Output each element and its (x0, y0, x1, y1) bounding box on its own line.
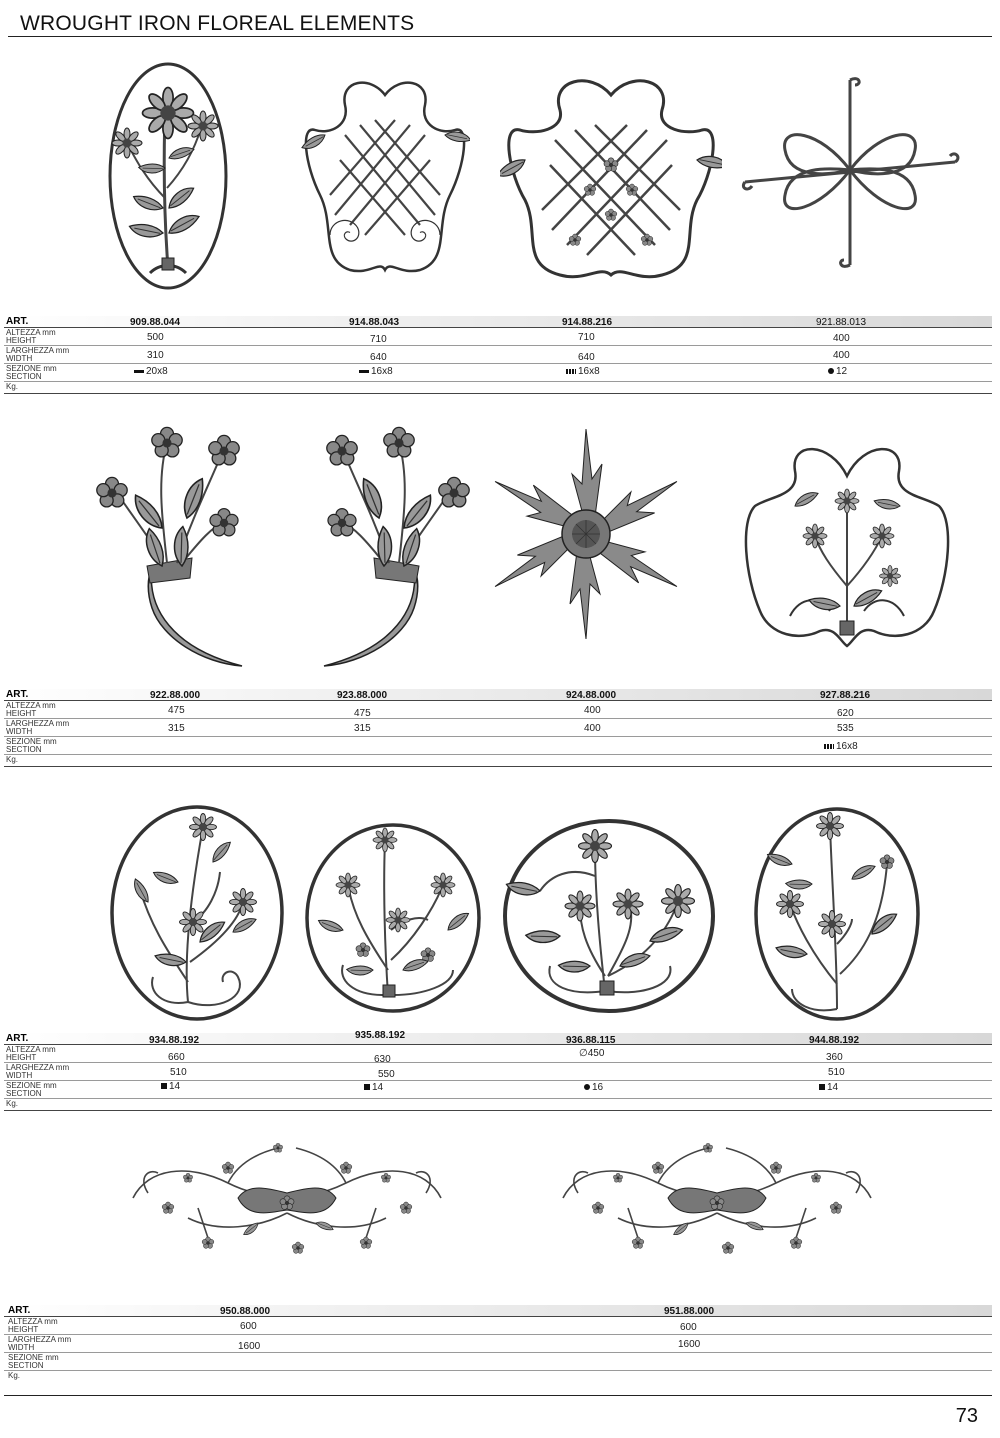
section-value: 16x8 (824, 741, 858, 752)
round-bar-icon (584, 1084, 590, 1090)
section-row (4, 1081, 992, 1099)
art-row (4, 1305, 992, 1317)
horn-flower-bouquet-right-image (314, 418, 474, 673)
kg-label: Kg. (6, 755, 19, 764)
width-label: LARGHEZZA mm WIDTH (6, 1063, 70, 1080)
article-code: 935.88.192 (355, 1030, 406, 1041)
square-bar-icon (819, 1084, 825, 1090)
article-code: 914.88.216 (562, 317, 613, 328)
horizontal-floral-garland-2-image (558, 1138, 876, 1262)
horn-flower-bouquet-left-image (92, 418, 252, 673)
article-code: 936.88.115 (566, 1035, 616, 1046)
lattice-scroll-panel-image (300, 75, 470, 285)
article-code: 922.88.000 (150, 690, 201, 701)
acanthus-star-rosette-image (470, 418, 702, 650)
height-label: ALTEZZA mm HEIGHT (8, 1317, 58, 1334)
width-value: 640 (578, 352, 595, 363)
height-row (4, 328, 992, 346)
section-row (4, 737, 992, 755)
width-row (4, 346, 992, 364)
circle-floral-panel-image (500, 816, 718, 1016)
height-value: 475 (168, 705, 185, 716)
width-label: LARGHEZZA mm WIDTH (6, 346, 70, 363)
section-value: 16x8 (566, 366, 600, 377)
square-bar-icon (364, 1084, 370, 1090)
round-bar-icon (828, 368, 834, 374)
width-value: 640 (370, 352, 387, 363)
flat-bar-icon (359, 370, 369, 373)
height-row (4, 1317, 992, 1335)
oval-floral-panel-2-image (752, 804, 922, 1024)
height-value: 630 (374, 1054, 391, 1065)
height-label: ALTEZZA mm HEIGHT (6, 1045, 56, 1062)
art-label: ART. (8, 1305, 31, 1316)
article-code: 909.88.044 (130, 317, 181, 328)
height-row (4, 701, 992, 719)
page-number: 73 (955, 1405, 978, 1427)
spec-table-1 (4, 316, 992, 394)
section-label: SEZIONE mm SECTION (6, 364, 57, 381)
article-code: 950.88.000 (220, 1306, 271, 1317)
width-value: 1600 (238, 1341, 261, 1352)
kg-row (4, 382, 992, 394)
section-value: 20x8 (134, 366, 168, 377)
section-row (4, 1353, 992, 1371)
spec-table-2 (4, 689, 992, 767)
height-value: 475 (354, 708, 371, 719)
oval-floral-panel-image (108, 802, 286, 1024)
height-value: 600 (680, 1322, 697, 1333)
section-value: 16x8 (359, 366, 393, 377)
width-value: 535 (837, 723, 854, 734)
section-label: SEZIONE mm SECTION (6, 1081, 57, 1098)
width-row (4, 1063, 992, 1081)
cross-knot-element-image (740, 70, 960, 270)
height-label: ALTEZZA mm HEIGHT (6, 328, 56, 345)
width-value: 315 (354, 723, 371, 734)
height-value: 400 (584, 705, 601, 716)
section-label: SEZIONE mm SECTION (6, 737, 57, 754)
art-label: ART. (6, 689, 29, 700)
width-value: 510 (170, 1067, 187, 1078)
lattice-scroll-panel-rosettes-image (500, 70, 722, 288)
height-value: 360 (826, 1052, 843, 1063)
article-code: 927.88.216 (820, 690, 871, 701)
width-label: LARGHEZZA mm WIDTH (6, 719, 70, 736)
width-value: 400 (584, 723, 601, 734)
page-title: WROUGHT IRON FLOREAL ELEMENTS (20, 12, 415, 35)
horizontal-floral-garland-image (128, 1138, 446, 1262)
art-row (4, 1030, 992, 1046)
kg-label: Kg. (6, 382, 19, 391)
section-row (4, 364, 992, 382)
section-value: 14 (364, 1082, 383, 1093)
footer-divider (4, 1395, 992, 1396)
section-value: 14 (819, 1082, 838, 1093)
art-row (4, 316, 992, 328)
spec-table-4 (4, 1305, 992, 1383)
width-value: 400 (833, 350, 850, 361)
width-value: 550 (378, 1069, 395, 1080)
twisted-bar-icon (824, 744, 834, 749)
round-floral-panel-image (303, 820, 483, 1016)
article-code: 924.88.000 (566, 690, 617, 701)
kg-label: Kg. (6, 1099, 19, 1108)
oval-sunflower-panel-image (105, 58, 231, 294)
width-value: 1600 (678, 1339, 701, 1350)
art-row (4, 689, 992, 701)
section-value: 14 (161, 1081, 180, 1092)
width-row (4, 719, 992, 737)
twisted-bar-icon (566, 369, 576, 374)
kg-row (4, 755, 992, 767)
height-value: ∅450 (579, 1048, 605, 1059)
article-code: 914.88.043 (349, 317, 400, 328)
section-label: SEZIONE mm SECTION (8, 1353, 59, 1370)
article-code: 923.88.000 (337, 690, 388, 701)
height-row (4, 1045, 992, 1063)
width-value: 510 (828, 1067, 845, 1078)
art-label: ART. (6, 1033, 29, 1044)
height-value: 600 (240, 1321, 257, 1332)
flat-bar-icon (134, 370, 144, 373)
height-label: ALTEZZA mm HEIGHT (6, 701, 56, 718)
width-row (4, 1335, 992, 1353)
spec-table-3 (4, 1030, 992, 1111)
width-value: 315 (168, 723, 185, 734)
article-code: 944.88.192 (809, 1035, 860, 1046)
article-code: 921.88.013 (816, 317, 867, 328)
height-value: 620 (837, 708, 854, 719)
kg-row (4, 1371, 992, 1383)
kg-label: Kg. (8, 1371, 21, 1380)
height-value: 710 (578, 332, 595, 343)
article-code: 934.88.192 (149, 1035, 200, 1046)
title-divider (8, 36, 992, 37)
width-value: 310 (147, 350, 164, 361)
section-value: 12 (828, 366, 847, 377)
height-value: 660 (168, 1052, 185, 1063)
square-bar-icon (161, 1083, 167, 1089)
height-value: 500 (147, 332, 164, 343)
section-value: 16 (584, 1082, 603, 1093)
height-value: 400 (833, 333, 850, 344)
kg-row (4, 1099, 992, 1111)
scroll-panel-bouquet-image (740, 436, 954, 654)
width-label: LARGHEZZA mm WIDTH (8, 1335, 72, 1352)
article-code: 951.88.000 (664, 1306, 715, 1317)
art-label: ART. (6, 316, 29, 327)
height-value: 710 (370, 334, 387, 345)
